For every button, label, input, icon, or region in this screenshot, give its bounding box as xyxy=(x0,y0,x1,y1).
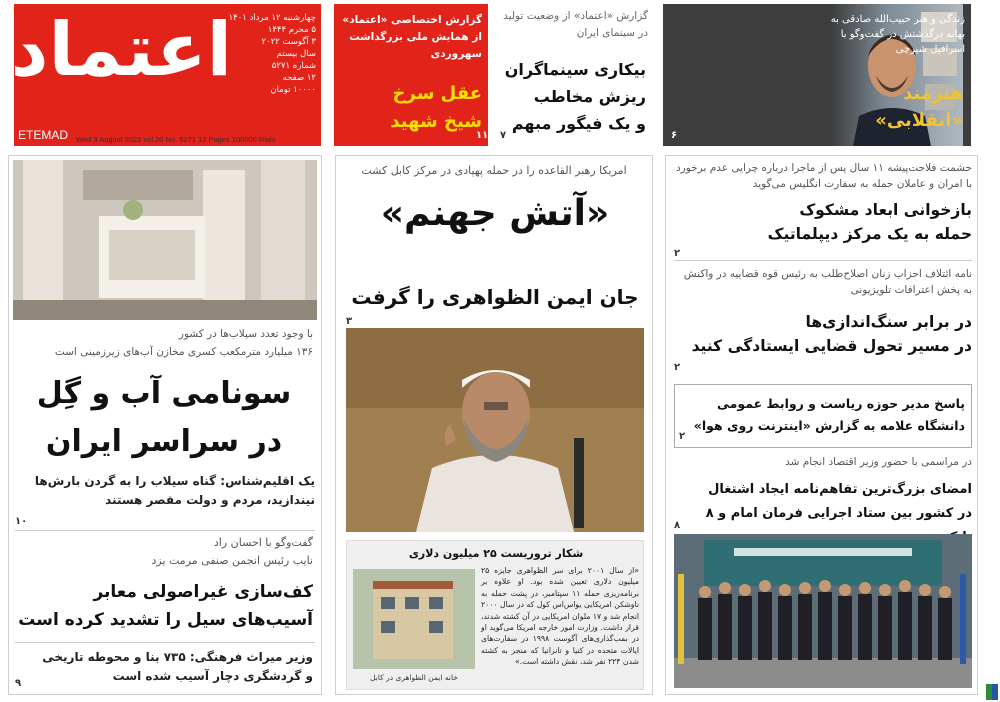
judiciary-headline-line: در برابر سنگ‌اندازی‌ها xyxy=(805,313,972,331)
masthead-date-block xyxy=(226,12,316,96)
flood-kicker-2: ۱۳۶ میلیارد مترمکعب کسری مخازن آب‌های زیرزمینی است xyxy=(54,346,313,358)
page-number: ۷ xyxy=(500,130,507,141)
employment-headline-line: امضای بزرگ‌ترین تفاهم‌نامه ایجاد اشتغال xyxy=(708,482,972,497)
embassy-headline-line: بازخوانی ابعاد مشکوک xyxy=(799,201,972,219)
flood-headline xyxy=(15,370,313,466)
judiciary-kicker: نامه ائتلاف احزاب زنان اصلاح‌طلب به رئیس قوه قضاییه در واکنش به پخش اعترافات تلویزیونی xyxy=(683,268,972,296)
photo-caption: خانه ایمن الظواهری در کابل xyxy=(370,673,458,682)
university-headline-line: پاسخ مدیر حوزه ریاست و روابط عمومی xyxy=(717,396,965,411)
flood-headline-line: سونامی آب و گِل xyxy=(36,376,292,411)
sidebox-title: شکار تروریست ۲۵ میلیون دلاری xyxy=(408,547,584,560)
kabul-house-photo xyxy=(353,569,475,669)
center-column xyxy=(335,155,653,695)
university-response-box xyxy=(674,384,972,448)
flood-headline-line: در سراسر ایران xyxy=(45,424,283,459)
embassy-kicker: حشمت فلاحت‌پیشه ۱۱ سال پس از ماجرا درباره چرایی عدم برخورد با امران و عاملان حمله به سفارت انگلیس می‌گوید xyxy=(676,162,972,190)
repair-headline-line: کف‌سازی غیراصولی معابر xyxy=(93,582,313,602)
embassy-headline-line: حمله به یک مرکز دیپلماتیک xyxy=(767,225,972,243)
mosque-interior-illustration xyxy=(13,160,317,320)
university-headline-line: دانشگاه علامه به گزارش «اینترنت روی هوا» xyxy=(693,418,965,433)
sidebox-text: «از سال ۲۰۰۱ برای سر الظواهری جایزه ۲۵ میلیون دلاری تعیین شده بود. او علاوه بر برنامه‌ریزی حمله ۱۱ سپتامبر، در پشت حمله به ناوشکن امریکایی یو‌اس‌اس کول که در سال ۲۰۰۰ انجام شد و ۱۷ ملوان امریکایی در آن کشته شدند، قرار داشت. وزارت امور خارجه امریکا می‌گوید او در بمب‌گذاری‌های آگوست ۱۹۹۸ در سفارت‌های ایالات متحده در کنیا و تانزانیا که منجر به کشته شدن ۲۲۴ نفر شد، نقش داشته است.» xyxy=(481,566,640,667)
teaser-title-line: عقل سرخ xyxy=(392,83,482,104)
teaser-title xyxy=(338,80,482,136)
flood-kicker-1: با وجود تعدد سیلاب‌ها در کشور xyxy=(178,328,313,340)
flood-subhead: یک اقلیم‌شناس: گناه سیلاب را به گردن بارش‌ها نیندازید، مردم و دولت مقصر هستند xyxy=(34,474,315,507)
heritage-line: و گردشگری دچار آسیب شده است xyxy=(112,669,313,683)
teaser-cinema[interactable] xyxy=(496,4,650,146)
masthead-logo: اعتماد xyxy=(10,7,232,93)
heritage-line: وزیر میراث فرهنگی: ۷۳۵ بنا و محوطه تاریخی xyxy=(42,650,313,664)
date-line: ۳ آگوست ۲۰۲۲ xyxy=(261,37,316,47)
divider xyxy=(15,530,315,531)
teaser-title-line: و یک فیگور مبهم xyxy=(511,114,646,133)
divider xyxy=(15,642,315,643)
teaser-kicker: زندگی و هنر حبیب‌الله صادقی به بهانه درگذشتش در گفت‌وگو با اسرافیل شیرچی xyxy=(830,14,965,55)
teaser-artist[interactable] xyxy=(663,4,971,146)
page-number: ۳ xyxy=(346,316,353,327)
teaser-sohrevardi[interactable] xyxy=(334,4,488,146)
ceremony-illustration xyxy=(674,534,972,688)
interview-role: نایب رئیس انجمن صنفی مرمت یزد xyxy=(151,554,313,567)
left-column xyxy=(8,155,322,695)
teaser-title-line: شیخ شهید xyxy=(390,111,482,132)
page-number: ۶ xyxy=(671,130,678,141)
teaser-title xyxy=(496,56,646,137)
date-line: شماره ۵۲۷۱ xyxy=(271,61,316,71)
judiciary-headline-line: در مسیر تحول قضایی ایستادگی کنید xyxy=(691,337,972,355)
teaser-title xyxy=(813,80,963,134)
page-number: ۱۱ xyxy=(476,130,489,141)
page-number: ۲ xyxy=(674,248,681,259)
page-number: ۲ xyxy=(674,362,681,373)
ceremony-photo xyxy=(674,534,972,688)
repair-headline xyxy=(15,578,313,634)
judiciary-headline xyxy=(676,310,972,358)
employment-headline-line: در کشور بین ستاد اجرایی فرمان امام و ۸ xyxy=(705,506,972,521)
repair-headline-line: آسیب‌های سیل را تشدید کرده است xyxy=(18,610,313,630)
teaser-kicker: گزارش اختصاصی «اعتماد» از همایش ملی بزرگداشت سهروردی xyxy=(342,14,482,60)
university-headline xyxy=(681,393,965,437)
divider xyxy=(674,260,972,261)
date-line: ۱۰۰۰۰ تومان xyxy=(270,85,316,95)
employment-kicker: در مراسمی با حضور وزیر اقتصاد انجام شد xyxy=(785,456,972,468)
heritage-story xyxy=(15,648,313,686)
flood-damage-photo xyxy=(13,160,317,320)
masthead-latin-logo: ETEMAD xyxy=(18,128,69,142)
teaser-title-line: ریزش مخاطب xyxy=(533,87,646,106)
page-number: ۹ xyxy=(15,678,22,689)
print-color-mark xyxy=(992,684,998,700)
zawahiri-figure xyxy=(346,328,644,532)
page-number: ۱۰ xyxy=(15,516,28,527)
zawahiri-subhead: جان ایمن الظواهری را گرفت xyxy=(351,285,639,309)
date-line: سال بیستم xyxy=(276,49,316,59)
house-illustration xyxy=(353,569,475,669)
masthead xyxy=(10,4,321,146)
zawahiri-headline: «آتش جهنم» xyxy=(380,193,610,234)
date-line: ۱۲ صفحه xyxy=(282,73,316,83)
right-column xyxy=(665,155,978,695)
zawahiri-photo xyxy=(346,328,644,532)
teaser-title-line: بیکاری سینماگران xyxy=(504,60,646,79)
teaser-title-line: «انقلابی» xyxy=(875,110,963,131)
page-number: ۲ xyxy=(679,431,686,442)
page-number: ۸ xyxy=(674,520,681,531)
interview-credit: گفت‌وگو با احسان راد xyxy=(213,536,313,549)
masthead-latin-info: Wed 3 August 2022 vol.20 No. 5271 12 Pages 100000 Rials xyxy=(76,135,276,144)
teaser-kicker: گزارش «اعتماد» از وضعیت تولید در سینمای ایران xyxy=(503,10,648,39)
date-line: ۵ محرم ۱۴۴۴ xyxy=(267,25,316,35)
zawahiri-sidebox xyxy=(346,540,644,690)
embassy-headline xyxy=(676,198,972,246)
zawahiri-kicker: امریکا رهبر القاعده را در حمله پهپادی در مرکز کابل کشت xyxy=(361,164,627,177)
teaser-title-line: هنرمند xyxy=(903,83,963,104)
date-line: چهارشنبه ۱۲ مرداد ۱۴۰۱ xyxy=(228,13,316,23)
